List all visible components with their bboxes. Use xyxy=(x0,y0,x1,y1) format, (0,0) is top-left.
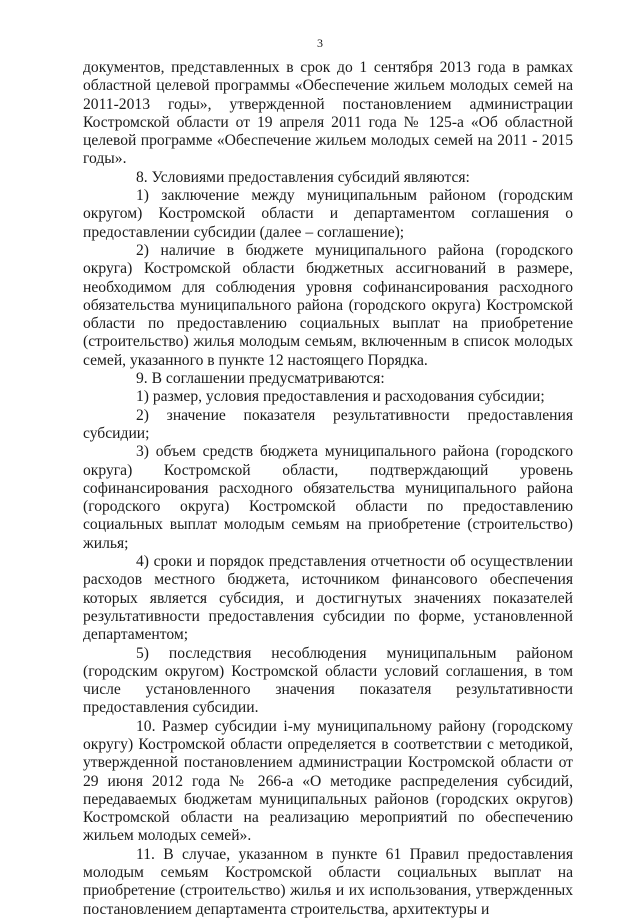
paragraph-section-8-item-2: 2) наличие в бюджете муниципального района (городского округа) Костромской области бюджетных ассигнований в размере, необходимом для соблюдения уровня софинансирования расходного обязательства муниципального района (городского округа) Костромской области по предоставлению социальных выплат на приобретение (строительство) жилья молодым семьям, включенным в список молодых семей, указанного в пункте 12 настоящего Порядка. xyxy=(83,241,573,369)
paragraph-section-9-heading: 9. В соглашении предусматриваются: xyxy=(136,370,385,388)
page-number: 3 xyxy=(317,36,323,50)
paragraph-section-11: 11. В случае, указанном в пункте 61 Правил предоставления молодым семьям Костромской области социальных выплат на приобретение (строительство) жилья и их использования, утвержденных постановлением департамента строительства, архитектуры и xyxy=(83,845,573,918)
paragraph-section-9-item-5: 5) последствия несоблюдения муниципальным районом (городским округом) Костромской области условий соглашения, в том числе установленного значения показателя результативности предоставления субсидии. xyxy=(83,644,573,717)
paragraph-section-8-heading: 8. Условиями предоставления субсидий являются: xyxy=(136,168,470,186)
paragraph-section-9-item-1: 1) размер, условия предоставления и расходования субсидии; xyxy=(136,388,545,406)
paragraph-section-10: 10. Размер субсидии i-му муниципальному району (городскому округу) Костромской области определяется в соответствии с методикой, утвержденной постановлением администрации Костромской области от 29 июня 2012 года № 266-а «О методике распределения субсидий, передаваемых бюджетам муниципальных районов (городских округов) Костромской области на реализацию мероприятий по обеспечению жильем молодых семей». xyxy=(83,717,573,845)
document-body xyxy=(83,59,573,919)
paragraph-section-9-item-4: 4) сроки и порядок представления отчетности об осуществлении расходов местного бюджета, источником финансового обеспечения которых является субсидия, и достигнутых значениях показателей результативности предоставления субсидии по форме, установленной департаментом; xyxy=(83,553,573,644)
paragraph-section-9-item-2: 2) значение показателя результативности предоставления субсидии; xyxy=(83,406,573,442)
paragraph-continuation: документов, представленных в срок до 1 сентября 2013 года в рамках областной целевой программы «Обеспечение жильем молодых семей на 2011-2013 годы», утвержденной постановлением администрации Костромской области от 19 апреля 2011 года № 125-а «Об областной целевой программе «Обеспечение жильем молодых семей на 2011 - 2015 годы». xyxy=(83,59,573,168)
paragraph-section-9-item-3: 3) объем средств бюджета муниципального района (городского округа) Костромской области, подтверждающий уровень софинансирования расходного обязательства муниципального района (городского округа) Костромской области по предоставлению социальных выплат молодым семьям на приобретение (строительство) жилья; xyxy=(83,443,573,552)
paragraph-section-8-item-1: 1) заключение между муниципальным районом (городским округом) Костромской области и департаментом соглашения о предоставлении субсидии (далее – соглашение); xyxy=(83,187,573,241)
